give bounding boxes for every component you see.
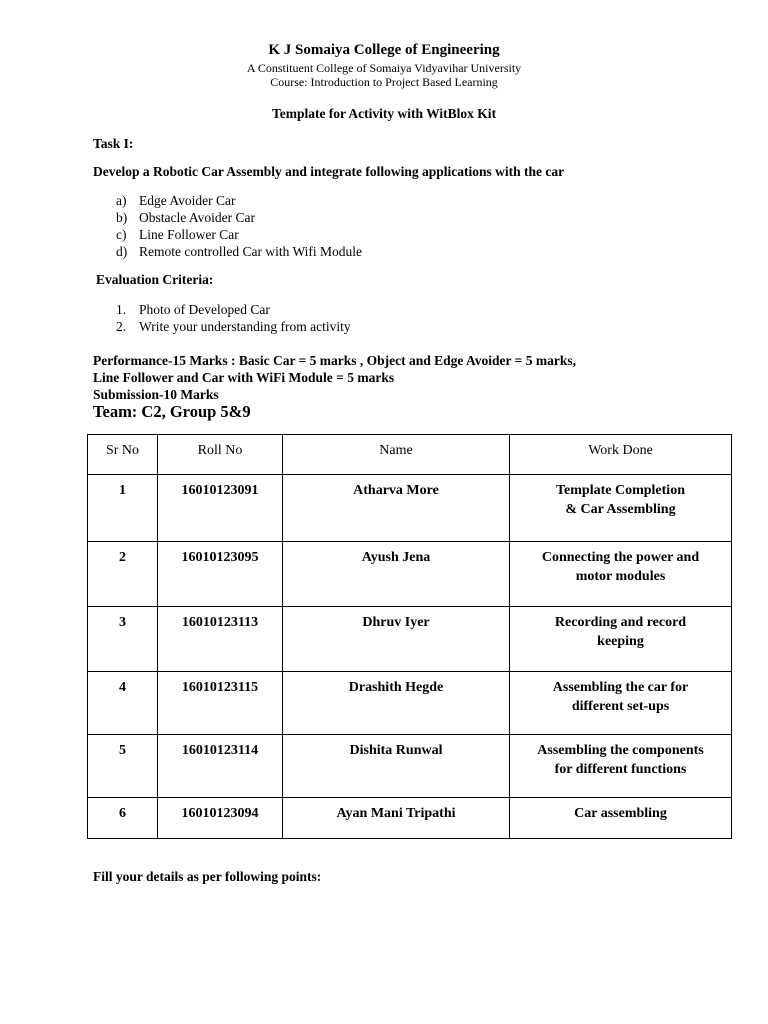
- marks-line: Performance-15 Marks : Basic Car = 5 marks , Object and Edge Avoider = 5 marks,: [93, 353, 576, 368]
- task-description: Develop a Robotic Car Assembly and integrate following applications with the car: [93, 164, 565, 179]
- cell-roll-no: 16010123091: [158, 475, 283, 542]
- marks-block: [93, 352, 576, 403]
- table-row: [88, 735, 732, 798]
- table-row: [88, 475, 732, 542]
- cell-roll-no: 16010123114: [158, 735, 283, 798]
- list-item-text: Edge Avoider Car: [139, 193, 236, 208]
- header-roll-no: Roll No: [158, 435, 283, 475]
- cell-name: Dishita Runwal: [283, 735, 510, 798]
- cell-name: Drashith Hegde: [283, 672, 510, 735]
- cell-roll-no: 16010123115: [158, 672, 283, 735]
- cell-roll-no: 16010123113: [158, 607, 283, 672]
- table-row: [88, 798, 732, 839]
- cell-sr-no: 6: [88, 798, 158, 839]
- work-line: for different functions: [554, 761, 687, 777]
- list-marker: 2.: [116, 319, 127, 334]
- cell-roll-no: 16010123094: [158, 798, 283, 839]
- cell-sr-no: 4: [88, 672, 158, 735]
- cell-sr-no: 1: [88, 475, 158, 542]
- header-name: Name: [283, 435, 510, 475]
- work-line: Template Completion: [556, 483, 685, 498]
- list-marker: a): [116, 193, 127, 208]
- list-item-text: Write your understanding from activity: [139, 319, 351, 334]
- cell-work-done: [510, 607, 732, 672]
- cell-name: Ayush Jena: [283, 542, 510, 607]
- list-marker: d): [116, 244, 128, 259]
- cell-work-done: [510, 542, 732, 607]
- marks-line: Submission-10 Marks: [93, 387, 219, 402]
- work-line: different set-ups: [571, 698, 670, 714]
- list-item-text: Obstacle Avoider Car: [139, 210, 255, 225]
- work-line: Recording and record: [554, 615, 687, 630]
- fill-details-instruction: Fill your details as per following points:: [93, 869, 322, 884]
- cell-name: Atharva More: [283, 475, 510, 542]
- marks-line: Line Follower and Car with WiFi Module = 5 marks: [93, 370, 395, 385]
- work-line: Assembling the components: [537, 743, 704, 758]
- list-marker: b): [116, 210, 128, 225]
- cell-work-done: [510, 798, 732, 839]
- table-row: [88, 607, 732, 672]
- evaluation-list: [116, 301, 351, 335]
- work-line: keeping: [597, 633, 644, 649]
- list-item-text: Photo of Developed Car: [139, 302, 270, 317]
- cell-name: Ayan Mani Tripathi: [283, 798, 510, 839]
- constituent-line: A Constituent College of Somaiya Vidyavihar University: [246, 61, 522, 75]
- work-line: motor modules: [575, 568, 666, 584]
- course-line: Course: Introduction to Project Based Learning: [270, 75, 498, 89]
- work-line: Connecting the power and: [541, 550, 700, 565]
- list-item: [116, 209, 362, 226]
- list-item-text: Line Follower Car: [139, 227, 239, 242]
- cell-sr-no: 3: [88, 607, 158, 672]
- list-item: [116, 226, 362, 243]
- list-item: [116, 243, 362, 260]
- template-title: Template for Activity with WitBlox Kit: [271, 106, 497, 121]
- cell-sr-no: 2: [88, 542, 158, 607]
- cell-sr-no: 5: [88, 735, 158, 798]
- college-title: K J Somaiya College of Engineering: [268, 42, 500, 58]
- team-table: [87, 434, 732, 839]
- cell-work-done: [510, 735, 732, 798]
- work-line: & Car Assembling: [565, 501, 676, 517]
- list-item-text: Remote controlled Car with Wifi Module: [139, 244, 363, 259]
- table-row: [88, 672, 732, 735]
- work-line: Assembling the car for: [552, 680, 689, 695]
- list-marker: c): [116, 227, 127, 242]
- cell-roll-no: 16010123095: [158, 542, 283, 607]
- list-item: [116, 318, 351, 335]
- cell-work-done: [510, 672, 732, 735]
- team-heading: Team: C2, Group 5&9: [93, 402, 251, 421]
- list-item: [116, 301, 351, 318]
- header-work-done: Work Done: [510, 435, 732, 475]
- task-label: Task I:: [93, 136, 134, 151]
- header-sr-no: Sr No: [88, 435, 158, 475]
- table-header-row: [88, 435, 732, 475]
- list-item: [116, 192, 362, 209]
- cell-work-done: [510, 475, 732, 542]
- cell-name: Dhruv Iyer: [283, 607, 510, 672]
- table-row: [88, 542, 732, 607]
- applications-list: [116, 192, 362, 260]
- list-marker: 1.: [116, 302, 127, 317]
- work-line: Car assembling: [574, 806, 667, 821]
- evaluation-label: Evaluation Criteria:: [96, 272, 214, 287]
